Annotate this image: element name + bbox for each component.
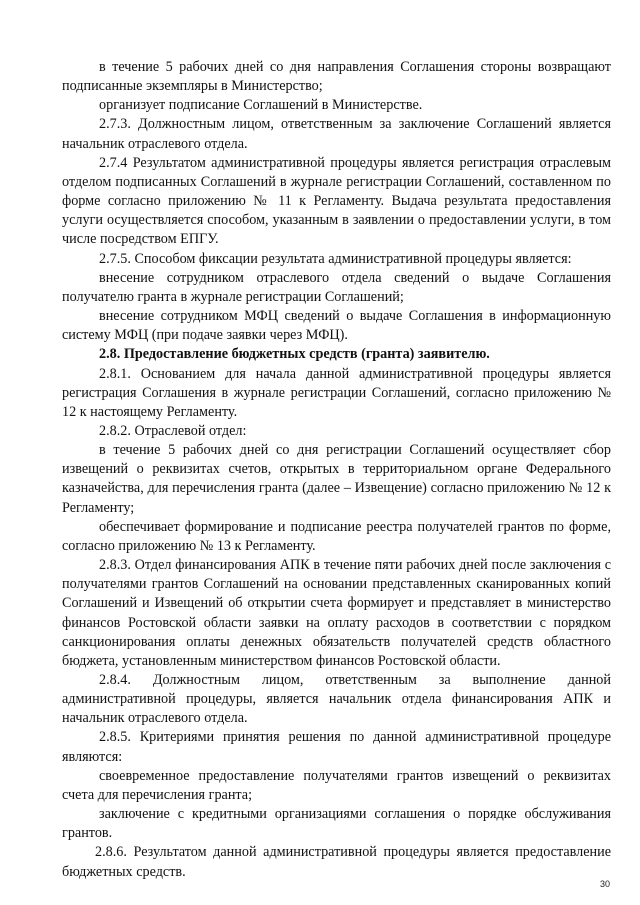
paragraph: организует подписание Соглашений в Министерстве. (99, 97, 423, 114)
paragraph: внесение сотрудником МФЦ сведений о выдаче Соглашения в информационную систему МФЦ (при подаче заявки через МФЦ). (62, 308, 611, 344)
paragraph-2-8-4: 2.8.4. Должностным лицом, ответственным за выполнение данной административной процедуры, является начальник отдела финансирования АПК и начальник отраслевого отдела. (62, 672, 611, 727)
paragraph: внесение сотрудником отраслевого отдела сведений о выдаче Соглашения получателю гранта в журнале регистрации Соглашений; (62, 269, 611, 305)
paragraph-2-8-2: 2.8.2. Отраслевой отдел: (99, 422, 247, 439)
paragraph: в течение 5 рабочих дней со дня направления Соглашения стороны возвращают подписанные экземпляры в Министерство; (62, 59, 611, 95)
paragraph-2-8-5: 2.8.5. Критериями принятия решения по данной административной процедуре являются: (62, 729, 611, 765)
paragraph-2-8-1: 2.8.1. Основанием для начала данной административной процедуры является регистрация Соглашения в журнале регистрации Соглашений, согласно приложению № 12 к настоящему Регламенту. (62, 365, 611, 420)
paragraph-2-7-5: 2.7.5. Способом фиксации результата административной процедуры является: (99, 250, 572, 267)
paragraph: своевременное предоставление получателями грантов извещений о реквизитах счета для перечисления гранта; (62, 767, 611, 803)
paragraph: заключение с кредитными организациями соглашения о порядке обслуживания грантов. (62, 806, 611, 842)
paragraph-2-7-4: 2.7.4 Результатом административной процедуры является регистрация отраслевым отделом подписанных Соглашений в журнале регистрации Соглашений, составленном по форме согласно приложению № 11 к Регламенту. Выдача результата предоставления услуги осуществляется способом, указанным в заявлении о предоставлении услуги, в том числе посредством ЕПГУ. (62, 154, 611, 248)
page-number: 30 (599, 879, 610, 889)
paragraph: в течение 5 рабочих дней со дня регистрации Соглашений осуществляет сбор извещений о реквизитах счетов, открытых в территориальном органе Федерального казначейства, для перечисления гранта (далее – Извещение) согласно приложению № 12 к Регламенту; (62, 442, 611, 516)
document-page (62, 58, 611, 882)
paragraph-2-8-6: 2.8.6. Результатом данной административной процедуры является предоставление бюджетных средств. (62, 844, 611, 880)
paragraph: обеспечивает формирование и подписание реестра получателей грантов по форме, согласно приложению № 13 к Регламенту. (62, 518, 611, 554)
paragraph-2-8-3: 2.8.3. Отдел финансирования АПК в течение пяти рабочих дней после заключения с получателями грантов Соглашений на основании представленных сканированных копий Соглашений и Извещений об открытии счета формирует и представляет в министерство финансов Ростовской области заявки на оплату расходов в соответствии с порядком санкционирования оплаты денежных обязательств получателей средств областного бюджета, установленным министерством финансов Ростовской области. (62, 557, 611, 669)
paragraph-2-7-3: 2.7.3. Должностным лицом, ответственным за заключение Соглашений является начальник отраслевого отдела. (62, 116, 611, 152)
section-heading-2-8: 2.8. Предоставление бюджетных средств (гранта) заявителю. (99, 346, 490, 363)
